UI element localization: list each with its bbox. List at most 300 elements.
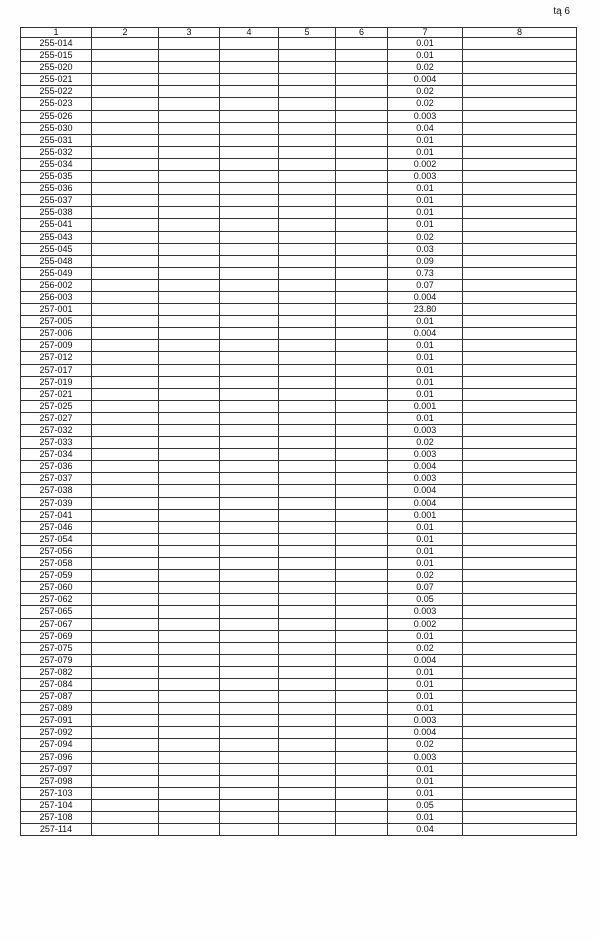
empty-cell [336,799,388,811]
empty-cell [159,449,220,461]
empty-cell [220,642,279,654]
empty-cell [220,727,279,739]
table-row [21,304,577,316]
empty-cell [159,98,220,110]
empty-cell [92,146,159,158]
row-code-cell: 257-075 [21,642,92,654]
row-code-cell: 255-048 [21,255,92,267]
row-value-cell: 0.002 [388,158,463,170]
table-row [21,473,577,485]
empty-cell [336,134,388,146]
empty-cell [92,606,159,618]
empty-cell [279,533,336,545]
table-row [21,570,577,582]
row-code-cell: 257-084 [21,678,92,690]
empty-cell [92,279,159,291]
empty-cell [92,316,159,328]
empty-cell [463,618,577,630]
empty-cell [220,618,279,630]
empty-cell [92,291,159,303]
empty-cell [463,328,577,340]
empty-cell [159,666,220,678]
table-row [21,630,577,642]
empty-cell [159,231,220,243]
empty-cell [220,388,279,400]
empty-cell [159,678,220,690]
empty-cell [92,352,159,364]
empty-cell [463,678,577,690]
empty-cell [92,50,159,62]
empty-cell [279,618,336,630]
empty-cell [336,291,388,303]
empty-cell [463,231,577,243]
empty-cell [220,630,279,642]
row-value-cell: 0.01 [388,376,463,388]
empty-cell [159,654,220,666]
empty-cell [463,425,577,437]
empty-cell [159,364,220,376]
empty-cell [279,824,336,836]
empty-cell [92,824,159,836]
column-header: 4 [220,28,279,38]
table-row [21,400,577,412]
empty-cell [220,316,279,328]
row-code-cell: 255-015 [21,50,92,62]
empty-cell [463,594,577,606]
empty-cell [220,279,279,291]
row-code-cell: 255-038 [21,207,92,219]
table-row [21,207,577,219]
empty-cell [159,291,220,303]
empty-cell [463,195,577,207]
empty-cell [336,751,388,763]
empty-cell [336,183,388,195]
empty-cell [279,134,336,146]
empty-cell [463,775,577,787]
empty-cell [336,485,388,497]
row-value-cell: 0.01 [388,364,463,376]
empty-cell [92,618,159,630]
empty-cell [279,654,336,666]
empty-cell [220,473,279,485]
empty-cell [336,86,388,98]
empty-cell [159,376,220,388]
table-row [21,231,577,243]
empty-cell [92,219,159,231]
empty-cell [92,412,159,424]
empty-cell [159,74,220,86]
empty-cell [220,98,279,110]
empty-cell [220,606,279,618]
empty-cell [463,267,577,279]
row-value-cell: 0.01 [388,38,463,50]
table-row [21,86,577,98]
empty-cell [279,207,336,219]
empty-cell [92,171,159,183]
row-code-cell: 257-059 [21,570,92,582]
empty-cell [279,98,336,110]
empty-cell [279,171,336,183]
empty-cell [92,654,159,666]
empty-cell [279,316,336,328]
empty-cell [336,316,388,328]
table-row [21,582,577,594]
row-value-cell: 0.02 [388,231,463,243]
empty-cell [463,461,577,473]
table-row [21,521,577,533]
table-row [21,606,577,618]
empty-cell [336,533,388,545]
empty-cell [220,425,279,437]
empty-cell [463,219,577,231]
empty-cell [336,425,388,437]
empty-cell [336,630,388,642]
empty-cell [279,715,336,727]
table-row [21,618,577,630]
empty-cell [220,485,279,497]
empty-cell [336,171,388,183]
row-value-cell: 0.02 [388,570,463,582]
empty-cell [463,183,577,195]
empty-cell [92,158,159,170]
table-row [21,787,577,799]
empty-cell [463,787,577,799]
table-row [21,497,577,509]
empty-cell [159,255,220,267]
empty-cell [279,763,336,775]
row-value-cell: 0.02 [388,98,463,110]
empty-cell [92,267,159,279]
empty-cell [220,86,279,98]
row-value-cell: 0.003 [388,425,463,437]
empty-cell [159,62,220,74]
empty-cell [336,521,388,533]
empty-cell [279,364,336,376]
empty-cell [92,449,159,461]
empty-cell [159,630,220,642]
row-code-cell: 255-026 [21,110,92,122]
row-code-cell: 257-092 [21,727,92,739]
empty-cell [336,727,388,739]
empty-cell [159,425,220,437]
empty-cell [463,824,577,836]
empty-cell [336,715,388,727]
empty-cell [159,751,220,763]
row-value-cell: 0.01 [388,352,463,364]
empty-cell [463,642,577,654]
row-value-cell: 0.01 [388,812,463,824]
empty-cell [159,304,220,316]
table-row [21,558,577,570]
empty-cell [279,545,336,557]
row-value-cell: 0.01 [388,775,463,787]
empty-cell [463,38,577,50]
empty-cell [159,171,220,183]
empty-cell [220,352,279,364]
empty-cell [159,521,220,533]
column-header: 7 [388,28,463,38]
table-row [21,437,577,449]
row-value-cell: 0.73 [388,267,463,279]
empty-cell [279,340,336,352]
empty-cell [463,74,577,86]
empty-cell [463,582,577,594]
row-value-cell: 0.004 [388,497,463,509]
empty-cell [159,715,220,727]
row-code-cell: 255-022 [21,86,92,98]
empty-cell [159,279,220,291]
empty-cell [463,400,577,412]
empty-cell [279,183,336,195]
empty-cell [336,509,388,521]
row-code-cell: 257-082 [21,666,92,678]
empty-cell [336,50,388,62]
empty-cell [463,739,577,751]
empty-cell [92,195,159,207]
table-row [21,146,577,158]
empty-cell [220,231,279,243]
empty-cell [279,388,336,400]
empty-cell [220,291,279,303]
table-row [21,291,577,303]
row-code-cell: 255-043 [21,231,92,243]
empty-cell [220,62,279,74]
row-code-cell: 257-033 [21,437,92,449]
column-header: 1 [21,28,92,38]
empty-cell [336,654,388,666]
empty-cell [279,799,336,811]
row-code-cell: 257-104 [21,799,92,811]
column-header: 5 [279,28,336,38]
empty-cell [220,267,279,279]
row-code-cell: 257-041 [21,509,92,521]
row-code-cell: 257-103 [21,787,92,799]
empty-cell [92,715,159,727]
row-code-cell: 257-062 [21,594,92,606]
empty-cell [220,304,279,316]
empty-cell [279,243,336,255]
table-row [21,812,577,824]
empty-cell [92,98,159,110]
empty-cell [92,787,159,799]
row-value-cell: 0.01 [388,630,463,642]
empty-cell [92,388,159,400]
empty-cell [279,691,336,703]
empty-cell [279,787,336,799]
row-value-cell: 0.09 [388,255,463,267]
table-row [21,691,577,703]
row-code-cell: 257-034 [21,449,92,461]
empty-cell [279,62,336,74]
empty-cell [336,267,388,279]
row-code-cell: 257-058 [21,558,92,570]
empty-cell [279,291,336,303]
empty-cell [463,158,577,170]
row-value-cell: 0.01 [388,763,463,775]
empty-cell [220,328,279,340]
row-value-cell: 0.05 [388,799,463,811]
empty-cell [336,570,388,582]
table-row [21,763,577,775]
empty-cell [279,219,336,231]
empty-cell [279,666,336,678]
row-code-cell: 255-020 [21,62,92,74]
row-value-cell: 0.01 [388,703,463,715]
row-value-cell: 0.05 [388,594,463,606]
empty-cell [220,678,279,690]
table-row [21,183,577,195]
empty-cell [336,775,388,787]
empty-cell [159,195,220,207]
empty-cell [279,267,336,279]
empty-cell [92,425,159,437]
empty-cell [279,727,336,739]
row-value-cell: 0.02 [388,86,463,98]
empty-cell [220,183,279,195]
empty-cell [279,412,336,424]
row-code-cell: 255-045 [21,243,92,255]
table-row [21,195,577,207]
row-value-cell: 0.01 [388,666,463,678]
empty-cell [220,219,279,231]
empty-cell [463,376,577,388]
table-row [21,340,577,352]
row-value-cell: 0.02 [388,642,463,654]
empty-cell [220,582,279,594]
empty-cell [92,122,159,134]
empty-cell [279,449,336,461]
empty-cell [92,509,159,521]
empty-cell [463,340,577,352]
row-code-cell: 257-114 [21,824,92,836]
table-row [21,98,577,110]
empty-cell [336,618,388,630]
empty-cell [92,497,159,509]
empty-cell [279,630,336,642]
empty-cell [463,243,577,255]
empty-cell [92,340,159,352]
row-code-cell: 257-069 [21,630,92,642]
table-row [21,110,577,122]
empty-cell [92,763,159,775]
empty-cell [220,775,279,787]
row-code-cell: 257-089 [21,703,92,715]
empty-cell [279,775,336,787]
empty-cell [336,787,388,799]
empty-cell [463,715,577,727]
row-code-cell: 255-036 [21,183,92,195]
empty-cell [92,739,159,751]
row-value-cell: 0.01 [388,558,463,570]
empty-cell [336,497,388,509]
row-value-cell: 0.01 [388,195,463,207]
row-value-cell: 0.003 [388,110,463,122]
empty-cell [463,279,577,291]
empty-cell [159,606,220,618]
empty-cell [159,328,220,340]
empty-cell [159,485,220,497]
empty-cell [159,582,220,594]
empty-cell [336,304,388,316]
table-row [21,485,577,497]
row-value-cell: 0.01 [388,678,463,690]
empty-cell [463,110,577,122]
table-row [21,751,577,763]
empty-cell [336,703,388,715]
empty-cell [159,558,220,570]
empty-cell [92,703,159,715]
empty-cell [159,545,220,557]
row-code-cell: 255-023 [21,98,92,110]
empty-cell [159,727,220,739]
row-value-cell: 0.01 [388,146,463,158]
empty-cell [220,751,279,763]
empty-cell [463,291,577,303]
empty-cell [279,582,336,594]
empty-cell [159,267,220,279]
empty-cell [336,400,388,412]
row-value-cell: 0.003 [388,171,463,183]
empty-cell [279,279,336,291]
empty-cell [463,799,577,811]
empty-cell [463,352,577,364]
empty-cell [159,86,220,98]
empty-cell [463,654,577,666]
empty-cell [463,304,577,316]
row-value-cell: 0.003 [388,449,463,461]
empty-cell [336,642,388,654]
row-value-cell: 0.004 [388,74,463,86]
empty-cell [220,570,279,582]
empty-cell [159,352,220,364]
empty-cell [92,437,159,449]
empty-cell [220,703,279,715]
empty-cell [463,727,577,739]
empty-cell [220,400,279,412]
empty-cell [279,352,336,364]
table-row [21,666,577,678]
table-row [21,352,577,364]
row-code-cell: 257-091 [21,715,92,727]
empty-cell [159,763,220,775]
empty-cell [92,38,159,50]
empty-cell [463,98,577,110]
table-row [21,739,577,751]
empty-cell [159,243,220,255]
row-code-cell: 257-039 [21,497,92,509]
empty-cell [336,666,388,678]
empty-cell [463,412,577,424]
row-value-cell: 0.002 [388,618,463,630]
empty-cell [279,86,336,98]
table-row [21,74,577,86]
empty-cell [220,376,279,388]
empty-cell [220,739,279,751]
empty-cell [159,497,220,509]
empty-cell [336,558,388,570]
column-header: 6 [336,28,388,38]
row-value-cell: 0.003 [388,606,463,618]
empty-cell [159,412,220,424]
empty-cell [92,110,159,122]
empty-cell [92,328,159,340]
empty-cell [92,570,159,582]
empty-cell [463,521,577,533]
table-row [21,364,577,376]
row-code-cell: 255-035 [21,171,92,183]
empty-cell [279,38,336,50]
empty-cell [220,799,279,811]
